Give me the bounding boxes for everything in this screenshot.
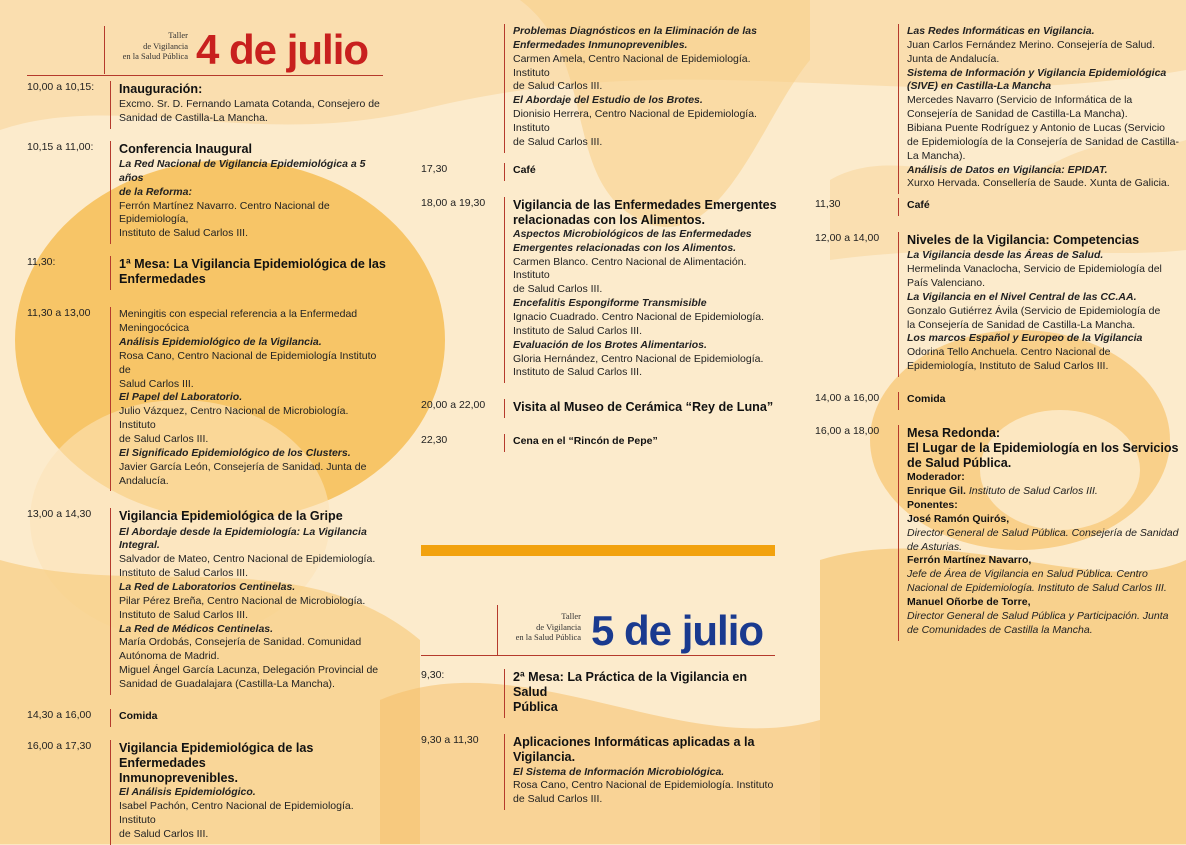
taller-line: Taller bbox=[168, 30, 188, 40]
session-body bbox=[898, 232, 1180, 377]
session-text: Salud Carlos III. bbox=[119, 377, 194, 390]
day2-schedule-col3 bbox=[815, 24, 1180, 641]
session-text: Hermelinda Vanaclocha, Servicio de Epidemiología del bbox=[907, 263, 1162, 276]
talk-title: (SIVE) en Castilla-La Mancha bbox=[907, 80, 1052, 93]
session-time: 11,30 a 13,00 bbox=[27, 307, 91, 320]
talk-title: Encefalitis Espongiforme Transmisible bbox=[513, 297, 707, 310]
session-body bbox=[110, 307, 387, 491]
session-text: Miguel Ángel García Lacunza, Delegación Provincial de bbox=[119, 664, 379, 677]
session-text: de Asturias. bbox=[907, 540, 963, 553]
session-text: José Ramón Quirós, bbox=[907, 512, 1010, 525]
day1-rule bbox=[27, 75, 383, 76]
taller-line: Taller bbox=[561, 611, 581, 621]
session-body bbox=[110, 709, 387, 727]
session-text: Ignacio Cuadrado. Centro Nacional de Epidemiología. bbox=[513, 310, 764, 323]
session-text: Isabel Pachón, Centro Nacional de Epidemiología. Instituto bbox=[119, 799, 354, 826]
session-time: 18,00 a 19,30 bbox=[421, 196, 486, 209]
talk-title: Las Redes Informáticas en Vigilancia. bbox=[907, 25, 1095, 37]
session-time: 16,00 a 18,00 bbox=[815, 424, 880, 437]
talk-title: La Red de Laboratorios Centinelas. bbox=[119, 581, 296, 594]
taller-line: de Vigilancia bbox=[143, 40, 188, 51]
session-time: 9,30: bbox=[421, 669, 445, 681]
session-time: 13,00 a 14,30 bbox=[27, 508, 92, 521]
session-row bbox=[421, 24, 781, 153]
session-text: de Salud Carlos III. bbox=[513, 80, 603, 93]
session-time: 10,15 a 11,00: bbox=[27, 140, 94, 153]
session-text: Comida bbox=[907, 393, 946, 406]
session-text: Dionisio Herrera, Centro Nacional de Epidemiología. Instituto bbox=[513, 108, 757, 135]
session-row bbox=[815, 425, 1180, 641]
session-time: 16,00 a 17,30 bbox=[27, 739, 92, 752]
session-text: Instituto de Salud Carlos III. bbox=[513, 366, 642, 379]
session-text: Consejería de Sanidad de Castilla-La Mancha). bbox=[907, 108, 1128, 121]
session-text: Excmo. Sr. D. Fernando Lamata Cotanda, Consejero de bbox=[119, 98, 380, 111]
session-body bbox=[504, 197, 781, 384]
session-text: La Mancha). bbox=[907, 149, 966, 162]
session-title: Vigilancia. bbox=[513, 750, 576, 765]
talk-title: Análisis de Datos en Vigilancia: EPIDAT. bbox=[907, 163, 1108, 176]
session-row bbox=[421, 399, 781, 418]
taller-line: de Vigilancia bbox=[536, 621, 581, 632]
session-body bbox=[110, 256, 387, 290]
session-text: Ferrón Martínez Navarro. Centro Nacional de Epidemiología, bbox=[119, 199, 330, 226]
session-text: Mercedes Navarro (Servicio de Informática de la bbox=[907, 94, 1133, 107]
session-body bbox=[898, 198, 1180, 216]
session-text: Instituto de Salud Carlos III. bbox=[119, 567, 248, 580]
session-title: Inmunoprevenibles. bbox=[119, 770, 238, 785]
session-title: 1ª Mesa: La Vigilancia Epidemiológica de las bbox=[119, 257, 386, 272]
session-time: 10,00 a 10,15: bbox=[27, 81, 95, 93]
session-text: Manuel Oñorbe de Torre, bbox=[907, 595, 1031, 608]
session-title: Mesa Redonda: bbox=[907, 425, 1001, 440]
session-text: de Salud Carlos III. bbox=[513, 793, 603, 806]
talk-title: La Vigilancia desde las Áreas de Salud. bbox=[907, 249, 1104, 262]
session-text: País Valenciano. bbox=[907, 277, 986, 289]
session-text: de Salud Carlos III. bbox=[513, 135, 603, 148]
session-body bbox=[110, 508, 387, 694]
session-row bbox=[421, 734, 781, 810]
session-text: Carmen Amela, Centro Nacional de Epidemiología. Instituto bbox=[513, 52, 751, 79]
session-title: Inauguración: bbox=[119, 82, 203, 96]
talk-title: Evaluación de los Brotes Alimentarios. bbox=[513, 338, 707, 351]
session-text: Director General de Salud Pública. Consejería de Sanidad bbox=[907, 526, 1179, 539]
session-text: Instituto de Salud Carlos III. bbox=[513, 324, 642, 337]
session-text: la Consejería de Sanidad de Castilla-La Mancha. bbox=[907, 318, 1136, 331]
session-text: Salvador de Mateo, Centro Nacional de Epidemiología. bbox=[119, 553, 376, 566]
session-title: Vigilancia Epidemiológica de las Enfermedades bbox=[119, 740, 314, 770]
talk-title: El Papel del Laboratorio. bbox=[119, 391, 243, 404]
talk-title: El Significado Epidemiológico de los Clusters. bbox=[119, 446, 351, 459]
day1-schedule-col1 bbox=[27, 81, 387, 845]
session-title: 2ª Mesa: La Práctica de la Vigilancia en Salud bbox=[513, 670, 748, 700]
session-time: 22,30 bbox=[421, 434, 448, 447]
session-text: Jefe de Área de Vigilancia en Salud Pública. Centro bbox=[907, 568, 1148, 581]
session-text: Café bbox=[907, 199, 930, 212]
session-body bbox=[504, 163, 781, 181]
session-time: 14,00 a 16,00 bbox=[815, 392, 880, 405]
session-body bbox=[110, 141, 387, 244]
talk-title: Emergentes relacionadas con los Alimentos. bbox=[513, 241, 737, 254]
taller-line: en la Salud Pública bbox=[122, 51, 188, 62]
session-text: Instituto de Salud Carlos III. bbox=[119, 608, 248, 621]
session-row bbox=[27, 709, 387, 727]
session-time: 17,30 bbox=[421, 162, 448, 175]
session-row bbox=[421, 669, 781, 718]
session-text: Café bbox=[513, 163, 536, 176]
session-text: Cena en el “Rincón de Pepe” bbox=[513, 435, 658, 448]
session-row bbox=[27, 256, 387, 290]
talk-title: Problemas Diagnósticos en la Eliminación de las bbox=[513, 25, 757, 37]
talk-title: La Red Nacional de Vigilancia Epidemiológica a 5 años bbox=[119, 157, 366, 184]
session-row bbox=[815, 198, 1180, 216]
session-body bbox=[504, 434, 781, 452]
session-text: Carmen Blanco. Centro Nacional de Alimentación. Instituto bbox=[513, 255, 747, 282]
session-text: Meningocócica bbox=[119, 322, 190, 335]
talk-title: La Red de Médicos Centinelas. bbox=[119, 622, 274, 635]
session-text: Andalucía. bbox=[119, 474, 169, 487]
talk-title: Los marcos Español y Europeo de la Vigilancia bbox=[907, 332, 1143, 345]
session-row bbox=[421, 163, 781, 181]
day-divider-bar bbox=[421, 545, 775, 556]
talk-title: El Sistema de Información Microbiológica. bbox=[513, 765, 725, 778]
day1-taller-text bbox=[104, 30, 188, 62]
talk-title: Sistema de Información y Vigilancia Epidemiológica bbox=[907, 66, 1167, 79]
day2-rule bbox=[421, 655, 775, 656]
session-text: Junta de Andalucía. bbox=[907, 52, 1000, 65]
talk-title: Integral. bbox=[119, 539, 160, 552]
session-text: Rosa Cano, Centro Nacional de Epidemiología. Instituto bbox=[513, 779, 774, 792]
session-text: Pilar Pérez Breña, Centro Nacional de Microbiología. bbox=[119, 594, 366, 607]
session-row bbox=[27, 307, 387, 491]
session-body bbox=[898, 392, 1180, 410]
session-row bbox=[421, 197, 781, 384]
talk-title: Aspectos Microbiológicos de las Enfermedades bbox=[513, 227, 752, 240]
session-text: Javier García León, Consejería de Sanidad. Junta de bbox=[119, 460, 367, 473]
session-text: Meningitis con especial referencia a la Enfermedad bbox=[119, 308, 358, 321]
session-body bbox=[898, 425, 1180, 641]
session-text: de Salud Carlos III. bbox=[513, 283, 603, 296]
talk-title: Análisis Epidemiológico de la Vigilancia. bbox=[119, 336, 322, 349]
session-row bbox=[815, 392, 1180, 410]
session-row bbox=[815, 232, 1180, 377]
session-title: Enfermedades bbox=[119, 272, 206, 287]
session-title: Vigilancia Epidemiológica de la Gripe bbox=[119, 509, 343, 524]
session-time: 14,30 a 16,00 bbox=[27, 708, 92, 721]
session-time: 12,00 a 14,00 bbox=[815, 232, 880, 245]
session-text: Nacional de Epidemiología. Instituto de Salud Carlos III. bbox=[907, 582, 1167, 595]
session-text: Ponentes: bbox=[907, 498, 958, 511]
session-time: 20,00 a 22,00 bbox=[421, 399, 486, 412]
session-time: 11,30: bbox=[27, 256, 56, 269]
session-body bbox=[110, 740, 387, 845]
talk-title: El Abordaje desde la Epidemiología: La Vigilancia bbox=[119, 525, 367, 538]
session-body bbox=[110, 81, 387, 129]
session-row bbox=[27, 740, 387, 845]
session-title: El Lugar de la Epidemiología en los Servicios bbox=[907, 440, 1179, 455]
talk-title: de la Reforma: bbox=[119, 185, 192, 198]
talk-title: El Abordaje del Estudio de los Brotes. bbox=[513, 94, 703, 107]
session-text: Autónoma de Madrid. bbox=[119, 650, 220, 663]
session-body bbox=[504, 399, 781, 418]
session-time: 9,30 a 11,30 bbox=[421, 734, 479, 747]
session-text: Bibiana Puente Rodríguez y Antonio de Lucas (Servicio bbox=[907, 122, 1165, 135]
session-title: Pública bbox=[513, 700, 558, 715]
session-text: de Epidemiología de la Consejería de Sanidad de Castilla- bbox=[907, 135, 1180, 148]
talk-title: El Análisis Epidemiológico. bbox=[119, 786, 256, 799]
session-row bbox=[27, 141, 387, 244]
day2-schedule-col2 bbox=[421, 669, 781, 810]
session-title: de Salud Pública. bbox=[907, 456, 1012, 471]
session-row bbox=[27, 508, 387, 694]
session-time: 11,30 bbox=[815, 198, 841, 211]
session-title: Niveles de la Vigilancia: Competencias bbox=[907, 233, 1140, 248]
session-text: Director General de Salud Pública y Participación. Junta bbox=[907, 609, 1169, 622]
session-text: de Salud Carlos III. bbox=[119, 433, 209, 446]
session-text: de Salud Carlos III. bbox=[119, 827, 209, 840]
day1-header bbox=[100, 26, 390, 76]
session-title: Aplicaciones Informáticas aplicadas a la bbox=[513, 735, 755, 750]
session-text: Odorina Tello Anchuela. Centro Nacional de bbox=[907, 346, 1111, 359]
session-body bbox=[504, 734, 781, 810]
day2-taller-text bbox=[497, 611, 581, 643]
moderator-name: Enrique Gil. bbox=[907, 485, 966, 498]
session-row bbox=[815, 24, 1180, 194]
session-title: Vigilancia de las Enfermedades Emergentes bbox=[513, 197, 777, 212]
session-row bbox=[27, 81, 387, 129]
session-row bbox=[421, 434, 781, 452]
session-text: Instituto de Salud Carlos III. bbox=[119, 227, 248, 240]
session-text: Juan Carlos Fernández Merino. Consejería de Salud. bbox=[907, 38, 1156, 51]
session-title: Conferencia Inaugural bbox=[119, 141, 252, 156]
day2-date: 5 de julio bbox=[591, 607, 764, 654]
talk-title: Enfermedades Inmunoprevenibles. bbox=[513, 38, 688, 51]
session-text: de Comunidades de Castilla la Mancha. bbox=[907, 623, 1093, 636]
session-title: Visita al Museo de Cerámica “Rey de Luna” bbox=[513, 400, 774, 415]
day1-schedule-col2 bbox=[421, 24, 781, 452]
talk-title: La Vigilancia en el Nivel Central de las CC.AA. bbox=[907, 290, 1137, 303]
session-text: Gloria Hernández, Centro Nacional de Epidemiología. bbox=[513, 352, 764, 365]
moderator-line bbox=[907, 485, 1180, 499]
session-body bbox=[898, 24, 1180, 194]
session-title: relacionadas con los Alimentos. bbox=[513, 212, 705, 227]
day2-header bbox=[493, 605, 783, 655]
session-text: Epidemiología, Instituto de Salud Carlos III. bbox=[907, 360, 1109, 373]
session-text: Ferrón Martínez Navarro, bbox=[907, 554, 1032, 567]
session-text: Sanidad de Castilla-La Mancha. bbox=[119, 111, 268, 124]
day1-date: 4 de julio bbox=[196, 26, 369, 73]
session-text: María Ordobás, Consejería de Sanidad. Comunidad bbox=[119, 636, 362, 649]
session-text: Julio Vázquez, Centro Nacional de Microbiología. Instituto bbox=[119, 405, 349, 432]
session-text: Comida bbox=[119, 709, 158, 722]
taller-line: en la Salud Pública bbox=[515, 632, 581, 643]
session-text: Sanidad de Guadalajara (Castilla-La Mancha). bbox=[119, 678, 335, 691]
session-body bbox=[504, 669, 781, 718]
session-body bbox=[504, 24, 781, 153]
session-text: Gonzalo Gutiérrez Ávila (Servicio de Epidemiología de bbox=[907, 304, 1161, 317]
session-text: Rosa Cano, Centro Nacional de Epidemiología Instituto de bbox=[119, 349, 377, 376]
moderator-affiliation: Instituto de Salud Carlos III. bbox=[965, 485, 1098, 498]
session-text: Moderador: bbox=[907, 471, 965, 484]
session-text: Xurxo Hervada. Consellería de Saude. Xunta de Galicia. bbox=[907, 177, 1170, 190]
